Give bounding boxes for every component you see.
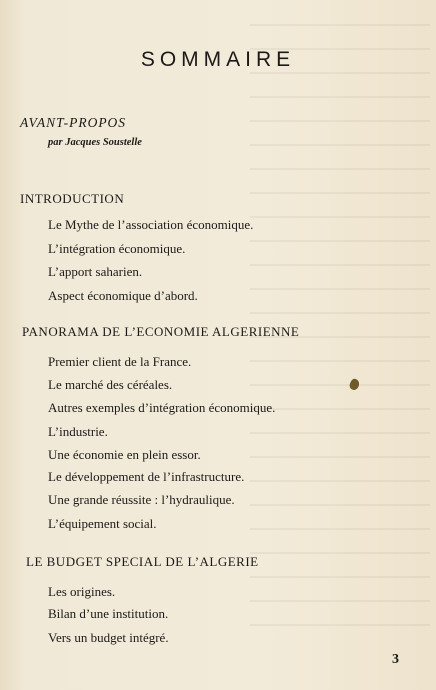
list-item: Le marché des céréales.: [48, 377, 173, 392]
list-item: L’industrie.: [48, 424, 108, 439]
list-item: L’intégration économique.: [48, 241, 186, 256]
show-through-texture: [250, 10, 430, 630]
section-heading-panorama: PANORAMA DE L’ECONOMIE ALGERIENNE: [22, 324, 300, 339]
page-number: 3: [392, 652, 399, 667]
list-item: Autres exemples d’intégration économique.: [48, 400, 276, 415]
list-item: L’équipement social.: [48, 516, 157, 531]
list-item: Aspect économique d’abord.: [48, 288, 198, 303]
list-item: Premier client de la France.: [48, 354, 192, 369]
section-heading-budget: LE BUDGET SPECIAL DE L’ALGERIE: [26, 554, 259, 569]
list-item: Le développement de l’infrastructure.: [48, 469, 245, 484]
avant-propos-author: par Jacques Soustelle: [48, 137, 142, 148]
list-item: Une économie en plein essor.: [48, 447, 201, 462]
list-item: Une grande réussite : l’hydraulique.: [48, 492, 235, 507]
page-title: SOMMAIRE: [140, 48, 296, 71]
list-item: Les origines.: [48, 584, 116, 599]
section-heading-introduction: INTRODUCTION: [20, 191, 125, 206]
list-item: Vers un budget intégré.: [48, 630, 169, 645]
list-item: L’apport saharien.: [48, 264, 143, 279]
avant-propos-heading: AVANT-PROPOS: [20, 115, 127, 130]
ink-smudge: [348, 378, 361, 392]
list-item: Le Mythe de l’association économique.: [48, 217, 254, 232]
list-item: Bilan d’une institution.: [48, 606, 169, 621]
